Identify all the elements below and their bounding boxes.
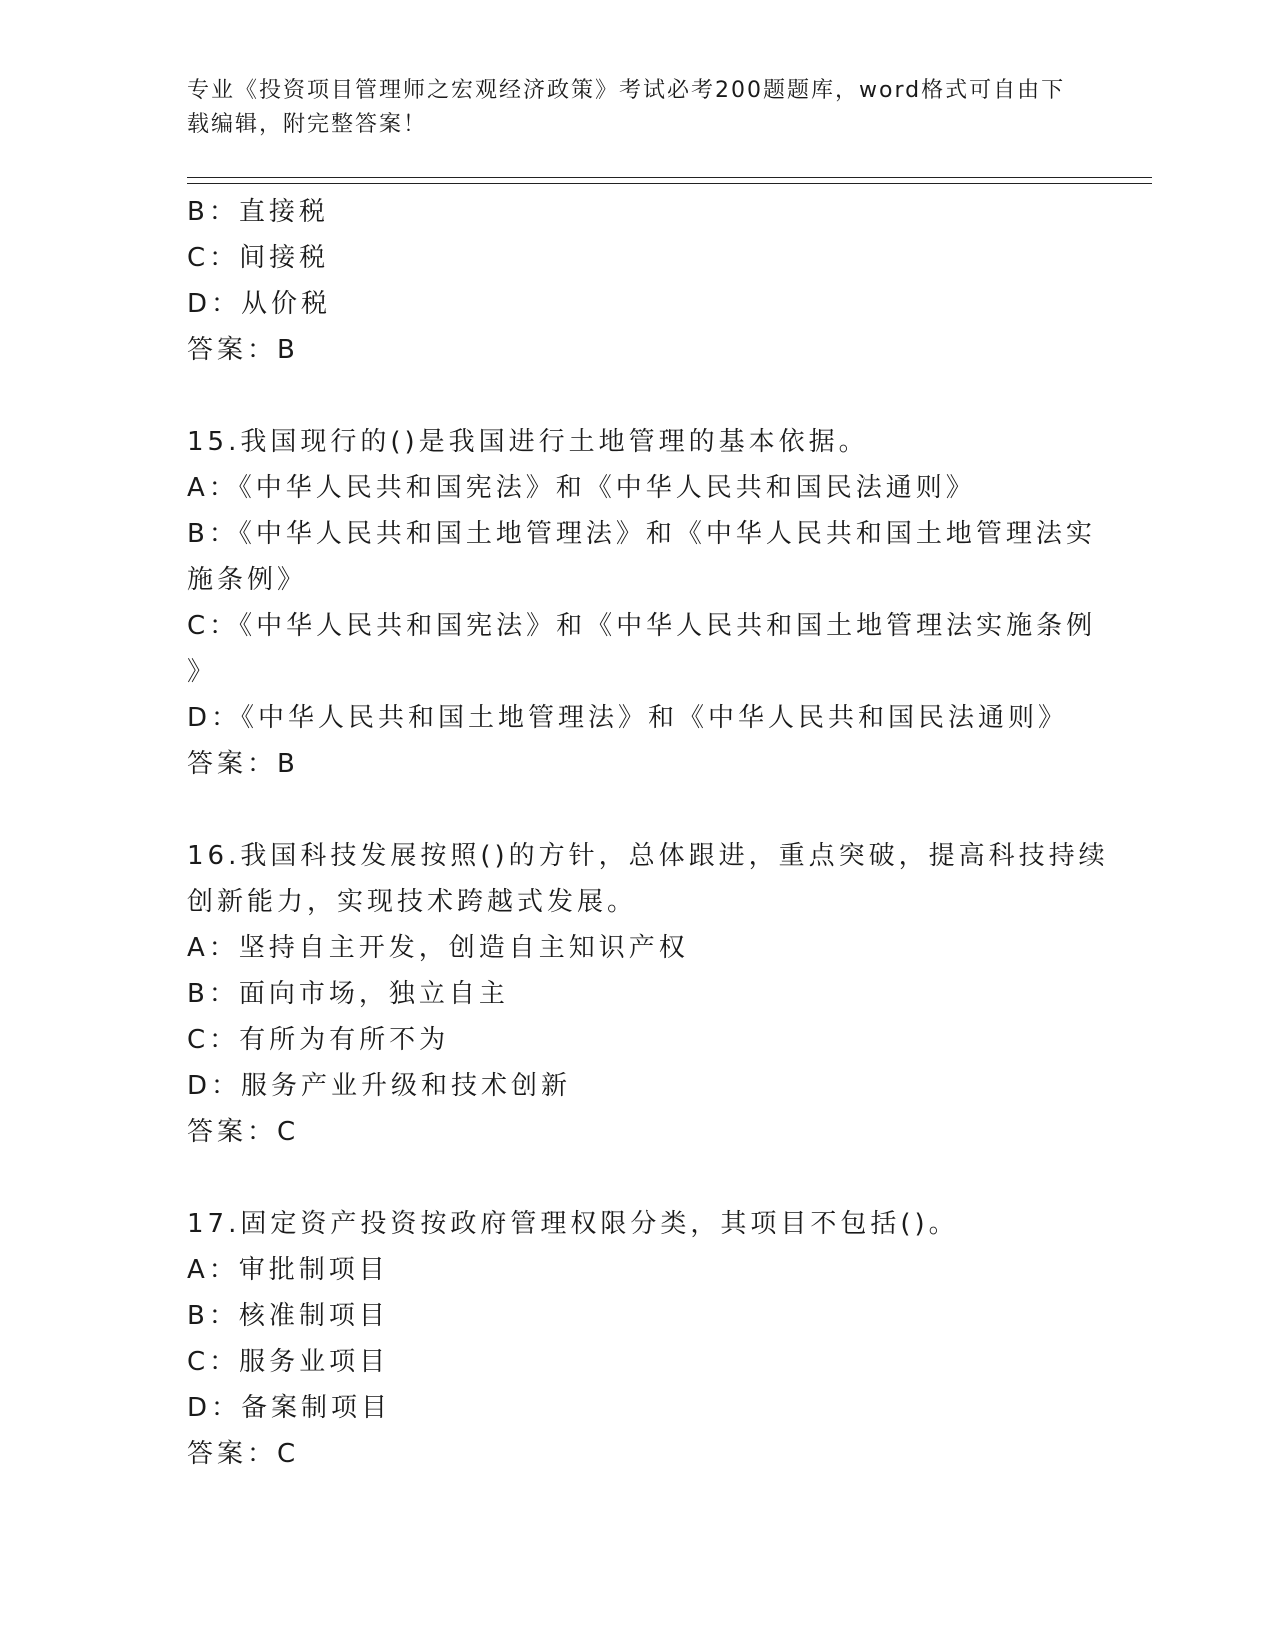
answer-label: 答案： — [187, 1439, 278, 1469]
spacer — [187, 1155, 1087, 1201]
answer-line — [187, 741, 1087, 787]
option-a: A：《中华人民共和国宪法》和《中华人民共和国民法通则》 — [187, 473, 976, 503]
option-b: B：面向市场，独立自主 — [187, 979, 509, 1009]
option-b: B：《中华人民共和国土地管理法》和《中华人民共和国土地管理法实 — [187, 519, 1096, 549]
question-16 — [187, 833, 1109, 1155]
answer-value: B — [277, 749, 295, 779]
spacer — [187, 787, 1087, 833]
option-a: A：坚持自主开发，创造自主知识产权 — [187, 933, 689, 963]
spacer — [187, 373, 1087, 419]
document-header: 专业《投资项目管理师之宏观经济政策》考试必考200题题库，word格式可自由下载编辑，附完整答案！ — [187, 78, 1066, 137]
answer-line — [187, 1109, 1087, 1155]
answer-line — [187, 327, 1087, 373]
option-b: B：核准制项目 — [187, 1301, 389, 1331]
option-c: C：《中华人民共和国宪法》和《中华人民共和国土地管理法实施条例 — [187, 611, 1097, 641]
answer-line — [187, 1431, 1087, 1477]
option-c: C：有所为有所不为 — [187, 1025, 450, 1055]
option-c: C：间接税 — [187, 243, 330, 273]
option-d: D：《中华人民共和国土地管理法》和《中华人民共和国民法通则》 — [187, 703, 1069, 733]
option-b-continued: 施条例》 — [187, 565, 308, 595]
option-d: D：从价税 — [187, 289, 332, 319]
header-divider-bottom — [187, 183, 1152, 184]
option-c-continued: 》 — [187, 657, 218, 687]
option-d: D：备案制项目 — [187, 1393, 392, 1423]
answer-value: B — [277, 335, 295, 365]
question-14-tail — [187, 189, 1087, 373]
header-divider-top — [187, 177, 1152, 178]
option-c: C：服务业项目 — [187, 1347, 390, 1377]
question-title-continued: 创新能力，实现技术跨越式发展。 — [187, 887, 638, 917]
answer-label: 答案： — [187, 335, 278, 365]
option-a: A：审批制项目 — [187, 1255, 389, 1285]
option-d: D：服务产业升级和技术创新 — [187, 1071, 572, 1101]
question-content — [187, 189, 1109, 1477]
answer-label: 答案： — [187, 749, 278, 779]
option-b: B：直接税 — [187, 197, 329, 227]
answer-value: C — [277, 1439, 296, 1469]
question-title: 17.固定资产投资按政府管理权限分类，其项目不包括()。 — [187, 1209, 959, 1239]
question-15 — [187, 419, 1097, 787]
answer-label: 答案： — [187, 1117, 278, 1147]
question-title: 15.我国现行的()是我国进行土地管理的基本依据。 — [187, 427, 869, 457]
question-17 — [187, 1201, 1087, 1477]
answer-value: C — [277, 1117, 296, 1147]
question-title: 16.我国科技发展按照()的方针，总体跟进，重点突破，提高科技持续 — [187, 841, 1109, 871]
